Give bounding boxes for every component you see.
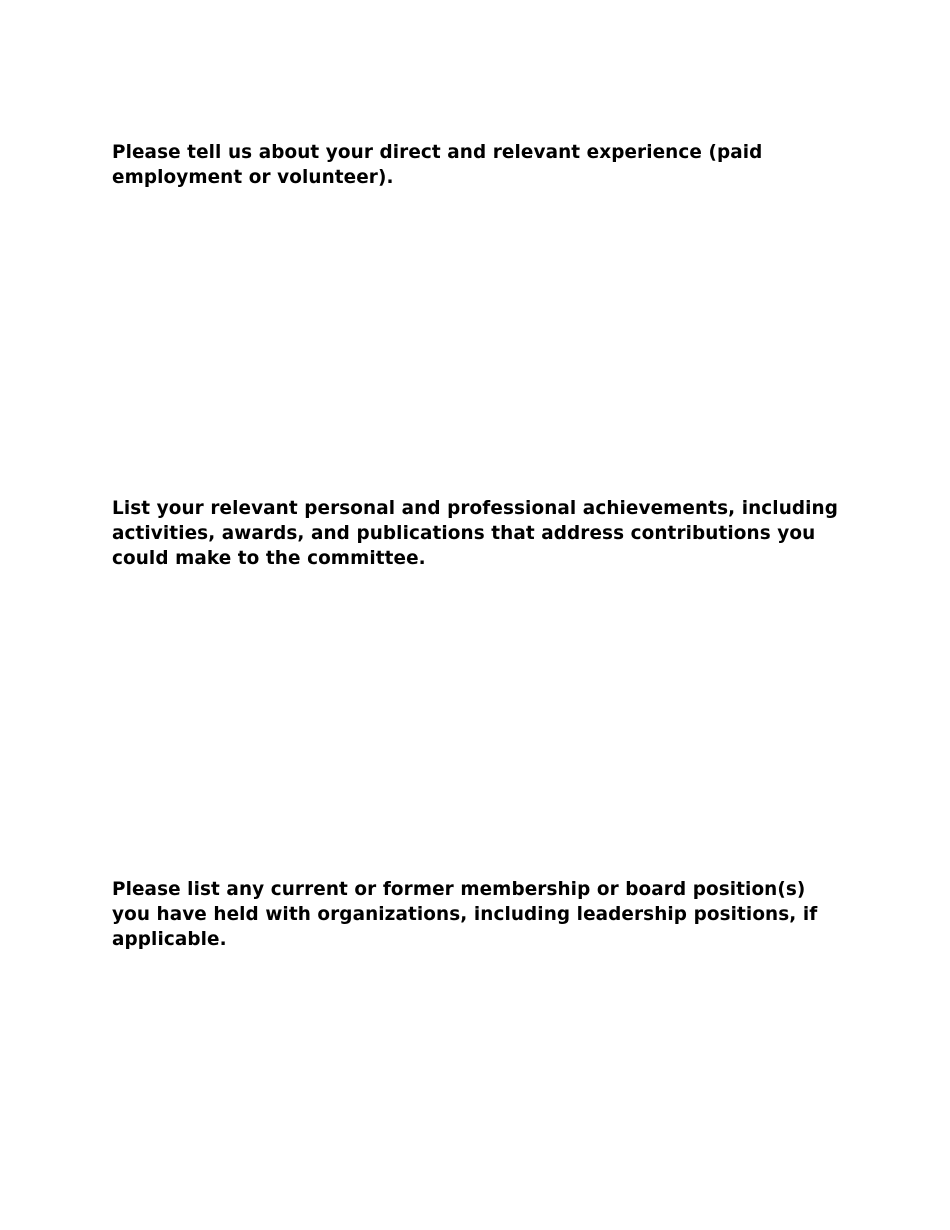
answer-area-achievements[interactable] [112, 580, 847, 860]
question-memberships: Please list any current or former membership or board position(s) you have held with organizations, including leadership positions, if applicable. [112, 879, 818, 950]
question-experience: Please tell us about your direct and relevant experience (paid employment or volunteer). [112, 142, 763, 188]
answer-area-memberships[interactable] [112, 960, 847, 1200]
question-achievements: List your relevant personal and professional achievements, including activities, awards, and publications that address contributions you could make to the committee. [112, 498, 839, 569]
answer-area-experience[interactable] [112, 200, 847, 480]
